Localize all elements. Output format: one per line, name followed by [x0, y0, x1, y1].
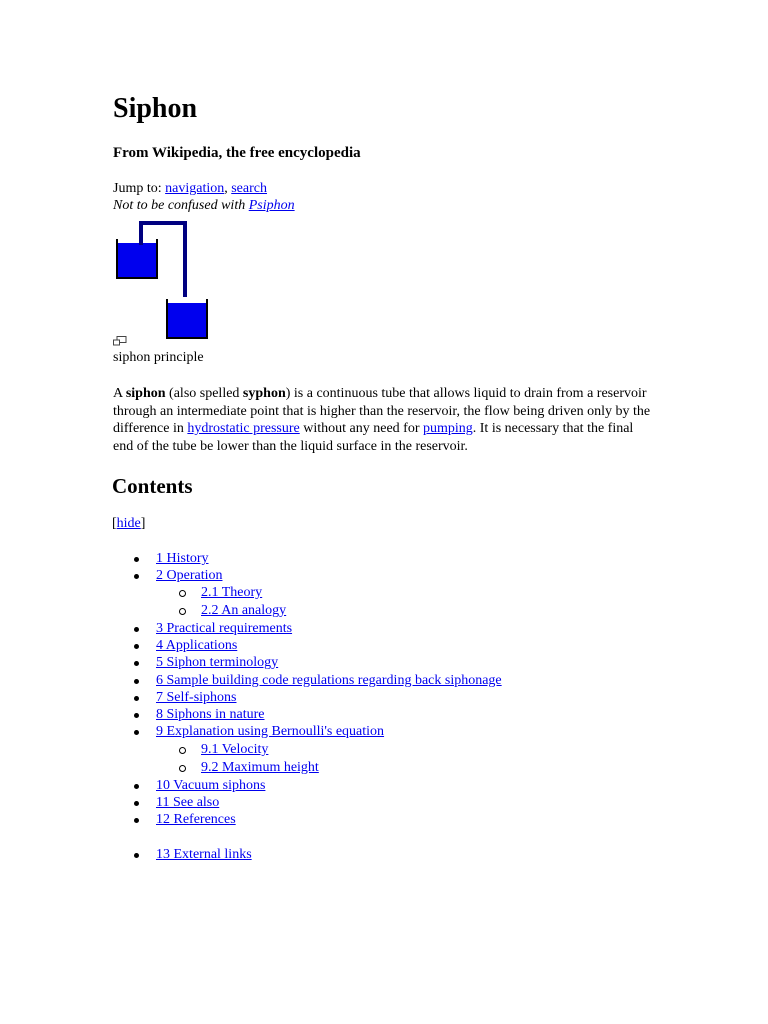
toc-toggle	[112, 516, 145, 532]
toggle-bracket: [	[112, 516, 117, 531]
toc-link[interactable]: 11 See also	[156, 795, 220, 810]
toc-link[interactable]: 2.1 Theory	[201, 585, 263, 600]
bullet-icon	[134, 713, 139, 718]
jump-navigation-link[interactable]: navigation	[165, 181, 225, 196]
toc-subitem[interactable]	[201, 603, 286, 619]
toc-link[interactable]: 4 Applications	[156, 638, 238, 653]
figure-caption: siphon principle	[113, 350, 204, 365]
toc-item[interactable]	[156, 847, 252, 863]
toc-link[interactable]: 9.2 Maximum height	[201, 760, 319, 775]
jump-separator: ,	[224, 181, 228, 196]
toc-item[interactable]	[156, 812, 236, 828]
bullet-icon	[134, 661, 139, 666]
site-subtitle: From Wikipedia, the free encyclopedia	[113, 145, 361, 161]
toc-hide-link[interactable]: hide	[116, 516, 141, 531]
bullet-icon	[134, 627, 139, 632]
toc-subitem[interactable]	[201, 585, 262, 601]
toc-item[interactable]	[156, 638, 237, 654]
toc-item[interactable]	[156, 551, 209, 567]
jump-to-line	[113, 181, 267, 197]
intro-text: . It is necessary that the final end of the tube be lower than the liquid surface in the reservoir.	[113, 421, 634, 454]
intro-text: without any need for	[299, 421, 423, 436]
toc-item[interactable]	[156, 568, 222, 584]
term-siphon: siphon	[125, 386, 166, 401]
circle-bullet-icon	[179, 608, 186, 615]
toc-link[interactable]: 5 Siphon terminology	[156, 655, 279, 670]
toc-link[interactable]: 9.1 Velocity	[201, 742, 269, 757]
bullet-icon	[134, 784, 139, 789]
pumping-link[interactable]: pumping	[422, 421, 473, 436]
bullet-icon	[134, 853, 139, 858]
toc-item[interactable]	[156, 778, 265, 794]
intro-paragraph	[113, 385, 653, 455]
toc-item[interactable]	[156, 795, 219, 811]
lower-reservoir-fluid	[168, 303, 206, 337]
upper-reservoir-fluid	[118, 243, 156, 277]
siphon-diagram[interactable]	[113, 219, 213, 341]
toc-link[interactable]: 7 Self-siphons	[156, 690, 237, 705]
circle-bullet-icon	[179, 747, 186, 754]
psiphon-link[interactable]: Psiphon	[248, 198, 295, 213]
toc-item[interactable]	[156, 673, 502, 689]
bullet-icon	[134, 730, 139, 735]
circle-bullet-icon	[179, 590, 186, 597]
bullet-icon	[134, 696, 139, 701]
bullet-icon	[134, 644, 139, 649]
circle-bullet-icon	[179, 765, 186, 772]
intro-text: ) is a continuous tube that allows liquid to drain from a reservoir through an intermediate point that is higher than the reservoir, the flow being driven only by the difference in	[113, 386, 651, 436]
magnify-icon[interactable]	[113, 336, 127, 346]
toc-link[interactable]: 1 History	[156, 551, 209, 566]
toc-link[interactable]: 2.2 An analogy	[201, 603, 287, 618]
toc-link[interactable]: 6 Sample building code regulations regarding back siphonage	[156, 673, 502, 688]
jump-to-label: Jump to:	[113, 181, 162, 196]
disambiguation-note	[113, 198, 295, 214]
toc-item[interactable]	[156, 707, 265, 723]
disambiguation-prefix: Not to be confused with	[113, 198, 246, 213]
toc-item[interactable]	[156, 724, 384, 740]
toc-item[interactable]	[156, 655, 278, 671]
toc-item[interactable]	[156, 621, 292, 637]
hydrostatic-pressure-link[interactable]: hydrostatic pressure	[187, 421, 300, 436]
intro-text: A	[113, 386, 126, 401]
toc-link[interactable]: 8 Siphons in nature	[156, 707, 265, 722]
bullet-icon	[134, 574, 139, 579]
toc-subitem[interactable]	[201, 760, 319, 776]
page-title: Siphon	[113, 93, 198, 124]
contents-heading: Contents	[112, 474, 193, 498]
intro-text: (also spelled	[165, 386, 243, 401]
toc-subitem[interactable]	[201, 742, 268, 758]
bullet-icon	[134, 801, 139, 806]
toggle-bracket: ]	[140, 516, 146, 531]
bullet-icon	[134, 679, 139, 684]
toc-item[interactable]	[156, 690, 237, 706]
term-syphon: syphon	[242, 386, 286, 401]
toc-link[interactable]: 2 Operation	[156, 568, 223, 583]
bullet-icon	[134, 557, 139, 562]
toc-link[interactable]: 13 External links	[156, 847, 252, 862]
toc-link[interactable]: 9 Explanation using Bernoulli's equation	[156, 724, 385, 739]
toc-link[interactable]: 3 Practical requirements	[156, 621, 293, 636]
toc-link[interactable]: 10 Vacuum siphons	[156, 778, 266, 793]
bullet-icon	[134, 818, 139, 823]
jump-search-link[interactable]: search	[231, 181, 267, 196]
toc-link[interactable]: 12 References	[156, 812, 236, 827]
